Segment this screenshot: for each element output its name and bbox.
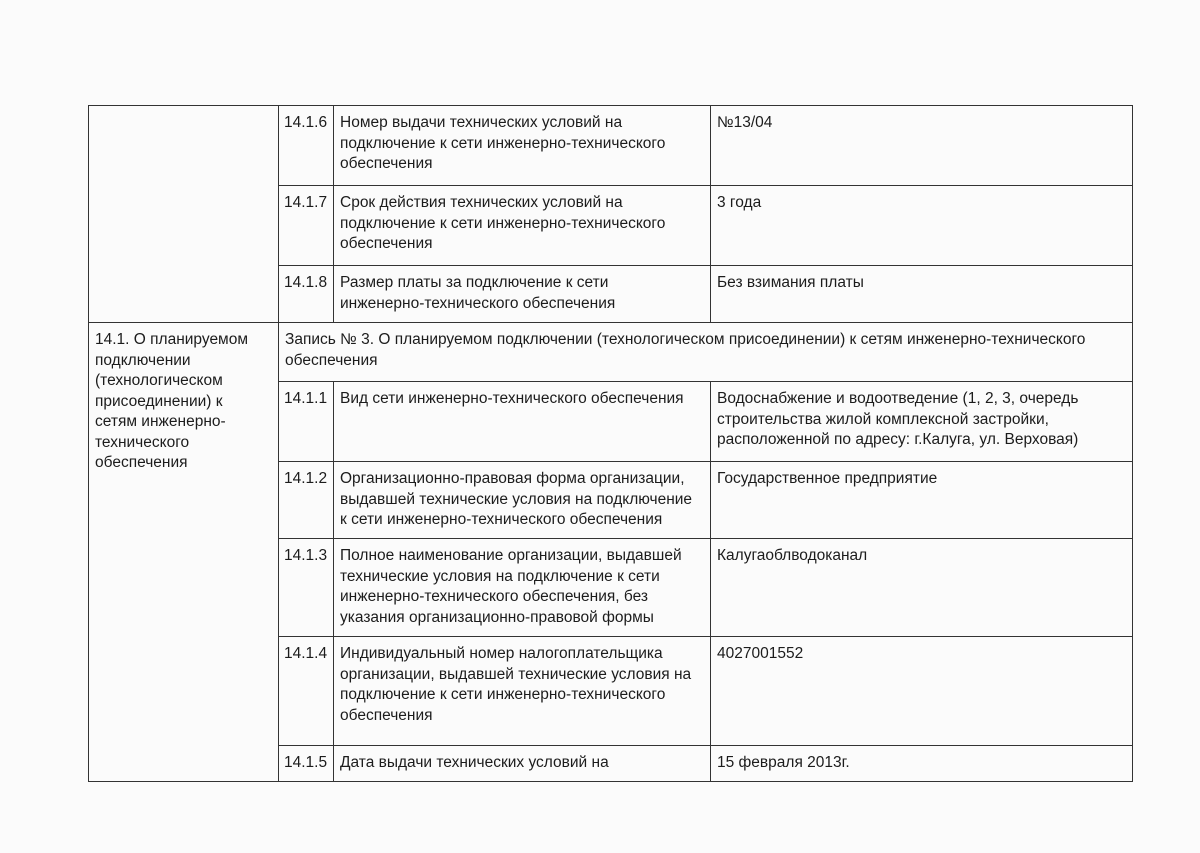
row-label: Вид сети инженерно-технического обеспечения xyxy=(334,382,711,462)
row-value: Водоснабжение и водоотведение (1, 2, 3, очередь строительства жилой комплексной застройки, расположенной по адресу: г.Калуга, ул. Верховая) xyxy=(711,382,1133,462)
row-value: Без взимания платы xyxy=(711,266,1133,323)
row-label: Организационно-правовая форма организации, выдавшей технические условия на подключение к сети инженерно-технического обеспечения xyxy=(334,462,711,539)
row-label: Индивидуальный номер налогоплательщика организации, выдавшей технические условия на подключение к сети инженерно-технического обеспечения xyxy=(334,637,711,746)
section-title: 14.1. О планируемом подключении (технологическом присоединении) к сетям инженерно- технического обеспечения xyxy=(89,323,279,782)
row-value: 3 года xyxy=(711,186,1133,266)
row-value: 15 февраля 2013г. xyxy=(711,746,1133,782)
row-value: №13/04 xyxy=(711,106,1133,186)
row-label: Полное наименование организации, выдавшей технические условия на подключение к сети инженерно-технического обеспечения, без указания организационно-правовой формы xyxy=(334,539,711,637)
row-number: 14.1.2 xyxy=(279,462,334,539)
row-label: Размер платы за подключение к сети инженерно-технического обеспечения xyxy=(334,266,711,323)
document-table xyxy=(88,105,1133,782)
row-number: 14.1.5 xyxy=(279,746,334,782)
row-number: 14.1.4 xyxy=(279,637,334,746)
table-row xyxy=(89,106,1133,186)
record-header: Запись № 3. О планируемом подключении (технологическом присоединении) к сетям инженерно-технического обеспечения xyxy=(279,323,1133,382)
row-number: 14.1.8 xyxy=(279,266,334,323)
row-value: 4027001552 xyxy=(711,637,1133,746)
row-number: 14.1.7 xyxy=(279,186,334,266)
row-label: Номер выдачи технических условий на подключение к сети инженерно-технического обеспечения xyxy=(334,106,711,186)
row-number: 14.1.6 xyxy=(279,106,334,186)
row-value: Государственное предприятие xyxy=(711,462,1133,539)
row-value: Калугаоблводоканал xyxy=(711,539,1133,637)
row-number: 14.1.1 xyxy=(279,382,334,462)
row-number: 14.1.3 xyxy=(279,539,334,637)
row-label: Дата выдачи технических условий на xyxy=(334,746,711,782)
table-row xyxy=(89,323,1133,382)
empty-section-cell xyxy=(89,106,279,323)
row-label: Срок действия технических условий на подключение к сети инженерно-технического обеспечения xyxy=(334,186,711,266)
